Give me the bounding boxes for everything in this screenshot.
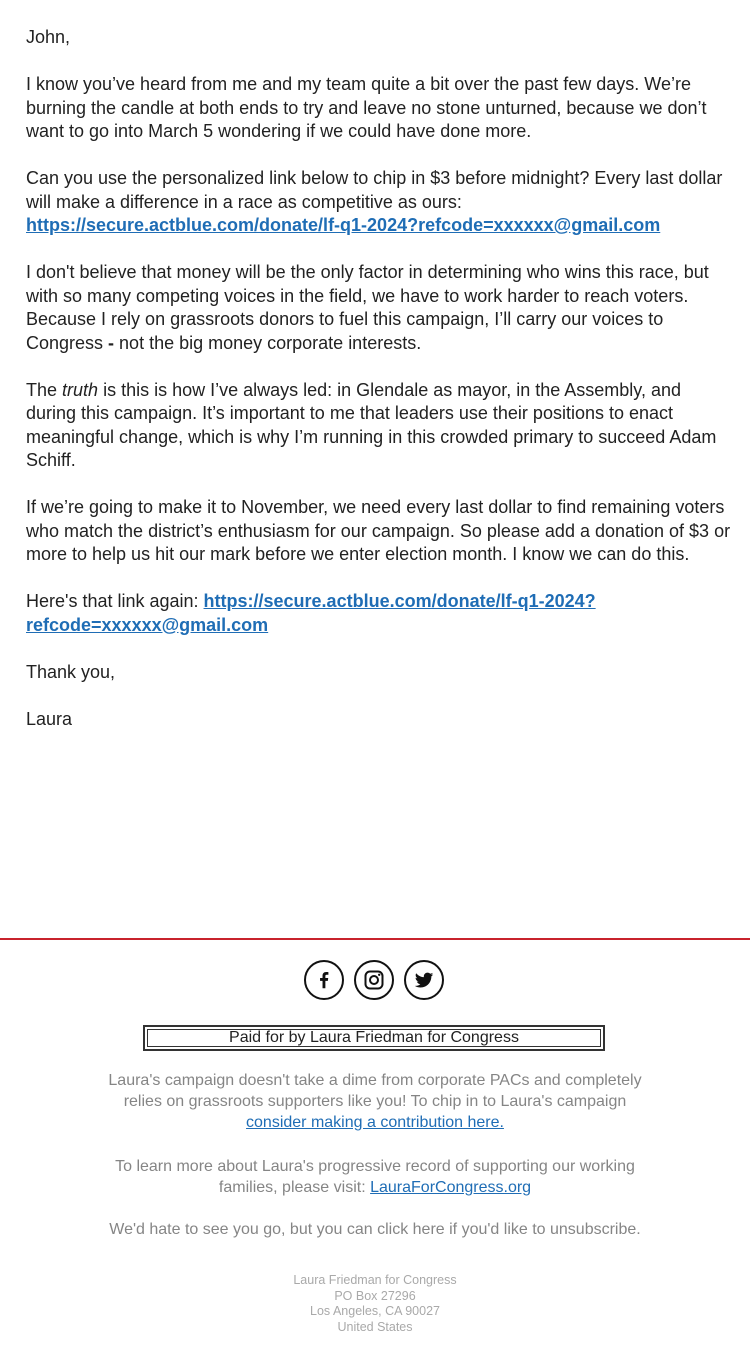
paragraph-november: If we’re going to make it to November, we need every last dollar to find remaining voters who match the district’s enthusiasm for our campaign. So please add a donation of $3 or more to help us hit our mark before we enter election month. I know we can do this.	[26, 497, 731, 564]
signature: Laura	[26, 708, 73, 729]
truth-text-a: The	[26, 379, 63, 400]
closing: Thank you,	[26, 661, 116, 682]
website-link[interactable]: LauraForCongress.org	[370, 1179, 532, 1196]
record-text: To learn more about Laura's progressive record of supporting our working families, please visit:	[115, 1158, 635, 1196]
paragraph-grassroots	[26, 261, 732, 355]
pac-notice	[90, 1070, 660, 1133]
grassroots-dash: -	[108, 332, 115, 353]
paid-for-disclaimer: Paid for by Laura Friedman for Congress	[143, 1025, 605, 1051]
truth-text-b: is this is how I’ve always led: in Glendale as mayor, in the Assembly, and during this campaign. It’s important to me that leaders use their positions to enact meaningful change, which is why I’m running in this crowded primary to succeed Adam Schiff.	[26, 379, 717, 470]
greeting: John,	[26, 27, 71, 47]
link-again-text: Here's that link again:	[26, 591, 204, 611]
address-country: United States	[337, 1319, 413, 1334]
twitter-icon[interactable]	[404, 960, 444, 1000]
donate-link-1[interactable]: https://secure.actblue.com/donate/lf-q1-2024?refcode=xxxxxx@gmail.com	[26, 215, 661, 235]
grassroots-text-a: I don't believe that money will be the only factor in determining who wins this race, but with so many competing voices in the field, we have to work harder to reach voters. Because I rely on grassroots donors to fuel this campaign, I’ll carry our voices to Congress	[26, 262, 709, 353]
paragraph-intro: I know you’ve heard from me and my team quite a bit over the past few days. We’re burning the candle at both ends to try and leave no stone unturned, because we don’t want to go into March 5 wondering if we could have done more.	[26, 74, 707, 141]
address-org: Laura Friedman for Congress	[293, 1273, 457, 1287]
address-po-box: PO Box 27296	[334, 1288, 416, 1303]
pac-text: Laura's campaign doesn't take a dime from corporate PACs and completely relies on grassroots supporters like you! To chip in to Laura's campaign	[108, 1072, 642, 1110]
paragraph-truth	[26, 379, 732, 473]
email-body	[26, 26, 732, 755]
record-notice	[90, 1156, 660, 1198]
facebook-icon[interactable]	[304, 960, 344, 1000]
footer-divider	[0, 938, 750, 940]
address-city: Los Angeles, CA 90027	[310, 1304, 440, 1318]
instagram-icon[interactable]	[354, 960, 394, 1000]
unsubscribe-notice[interactable]: We'd hate to see you go, but you can click here if you'd like to unsubscribe.	[109, 1221, 641, 1238]
grassroots-text-b: not the big money corporate interests.	[114, 332, 422, 353]
ask-text: Can you use the personalized link below to chip in $3 before midnight? Every last dollar will make a difference in a race as competitive as ours:	[26, 168, 723, 212]
donate-link-2[interactable]: https://secure.actblue.com/donate/lf-q1-2024?refcode=xxxxxx@gmail.com	[26, 591, 596, 635]
social-links	[304, 960, 444, 1000]
mailing-address	[200, 1273, 550, 1335]
paragraph-link-again	[26, 590, 732, 637]
truth-emphasis: truth	[62, 379, 99, 400]
contribution-link[interactable]: consider making a contribution here.	[246, 1114, 504, 1131]
paragraph-ask	[26, 167, 732, 238]
